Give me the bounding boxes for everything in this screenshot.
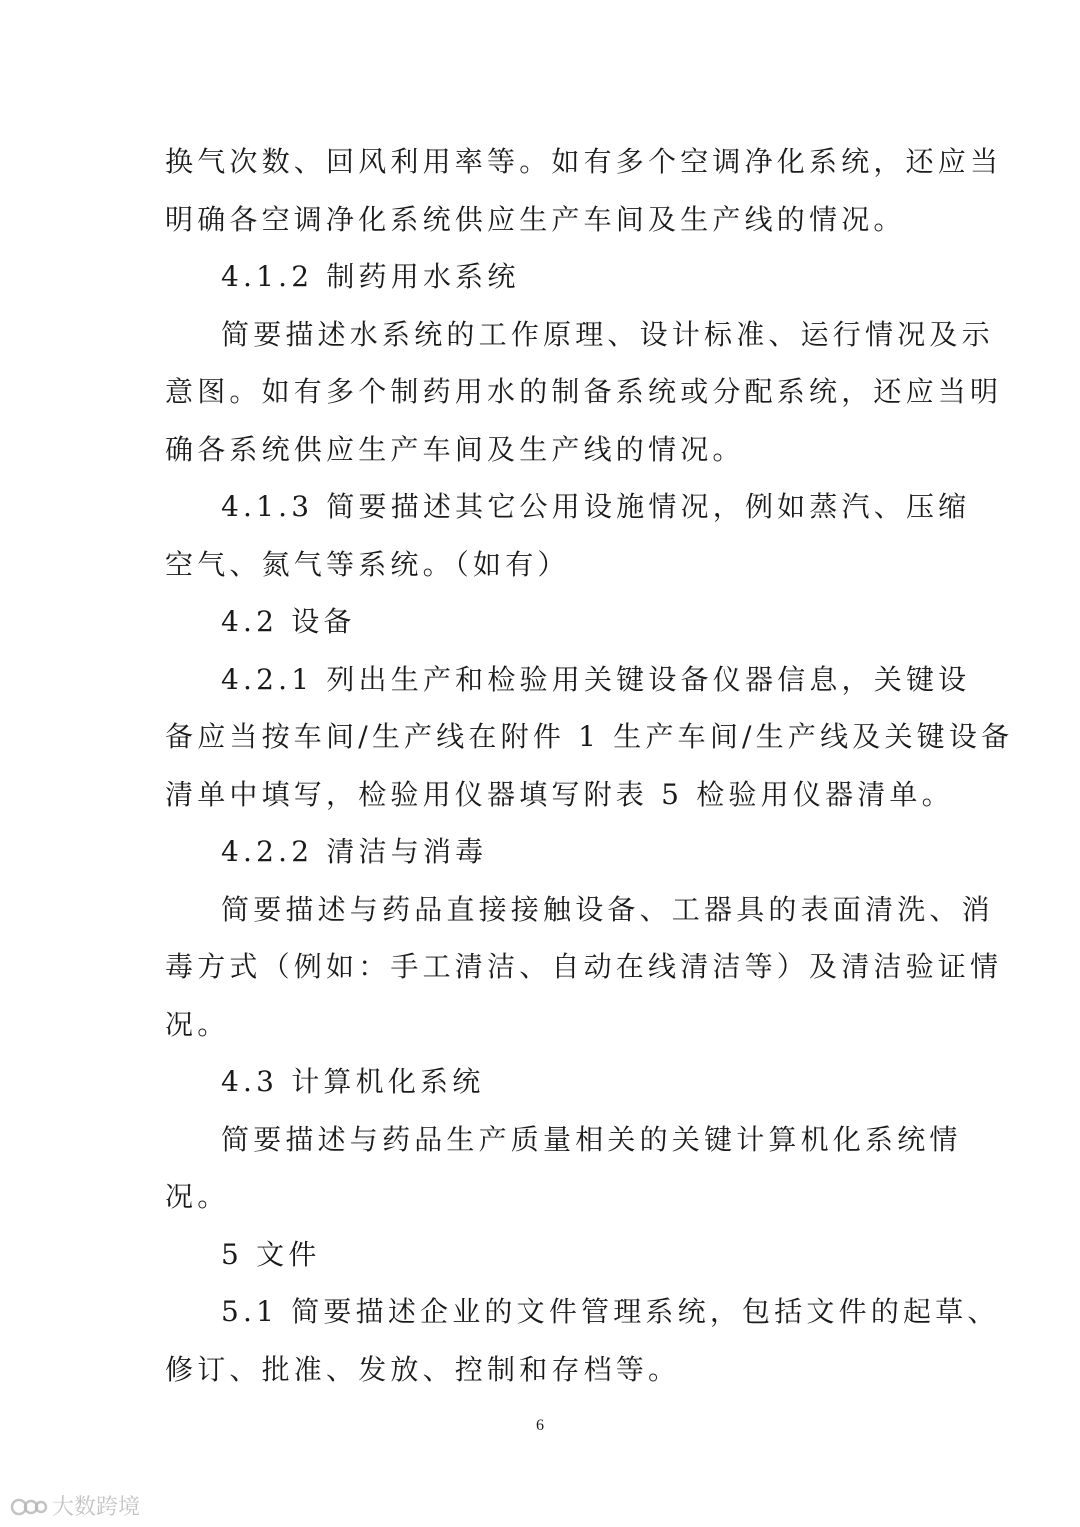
text-line: 毒方式（例如：手工清洁、自动在线清洁等）及清洁验证情 (165, 950, 1003, 983)
text-line: 明确各空调净化系统供应生产车间及生产线的情况。 (165, 202, 906, 236)
text-line: 意图。如有多个制药用水的制备系统或分配系统，还应当明 (165, 375, 1003, 408)
text-line: 4.1.2 制药用水系统 (221, 260, 520, 293)
text-line: 简要描述水系统的工作原理、设计标准、运行情况及示 (221, 317, 994, 351)
text-line: 简要描述与药品生产质量相关的关键计算机化系统情 (221, 1122, 962, 1156)
text-line: 确各系统供应生产车间及生产线的情况。 (165, 432, 745, 466)
document-body (165, 133, 1014, 1398)
text-line: 修订、批准、发放、控制和存档等。 (165, 1352, 681, 1386)
text-line: 简要描述与药品直接接触设备、工器具的表面清洗、消 (221, 892, 994, 926)
text-line: 4.2 设备 (221, 605, 356, 638)
text-line: 4.2.2 清洁与消毒 (221, 835, 488, 868)
text-line: 4.1.3 简要描述其它公用设施情况，例如蒸汽、压缩 (221, 490, 971, 523)
watermark-text: 大数跨境 (52, 1495, 141, 1520)
text-line: 备应当按车间/生产线在附件 1 生产车间/生产线及关键设备 (165, 720, 1014, 753)
text-line: 况。 (165, 1180, 230, 1213)
page-number: 6 (536, 1417, 544, 1434)
text-line: 空气、氮气等系统。（如有） (165, 547, 570, 581)
text-line: 清单中填写，检验用仪器填写附表 5 检验用仪器清单。 (165, 777, 954, 811)
text-line: 4.2.1 列出生产和检验用关键设备仪器信息，关键设 (221, 662, 971, 696)
text-line: 5.1 简要描述企业的文件管理系统，包括文件的起草、 (221, 1295, 1000, 1328)
text-line: 换气次数、回风利用率等。如有多个空调净化系统，还应当 (165, 145, 1003, 178)
text-line: 5 文件 (221, 1237, 321, 1271)
text-line: 况。 (165, 1007, 230, 1041)
text-line: 4.3 计算机化系统 (221, 1065, 485, 1098)
logo-icon (10, 1495, 48, 1517)
watermark (10, 1490, 140, 1521)
